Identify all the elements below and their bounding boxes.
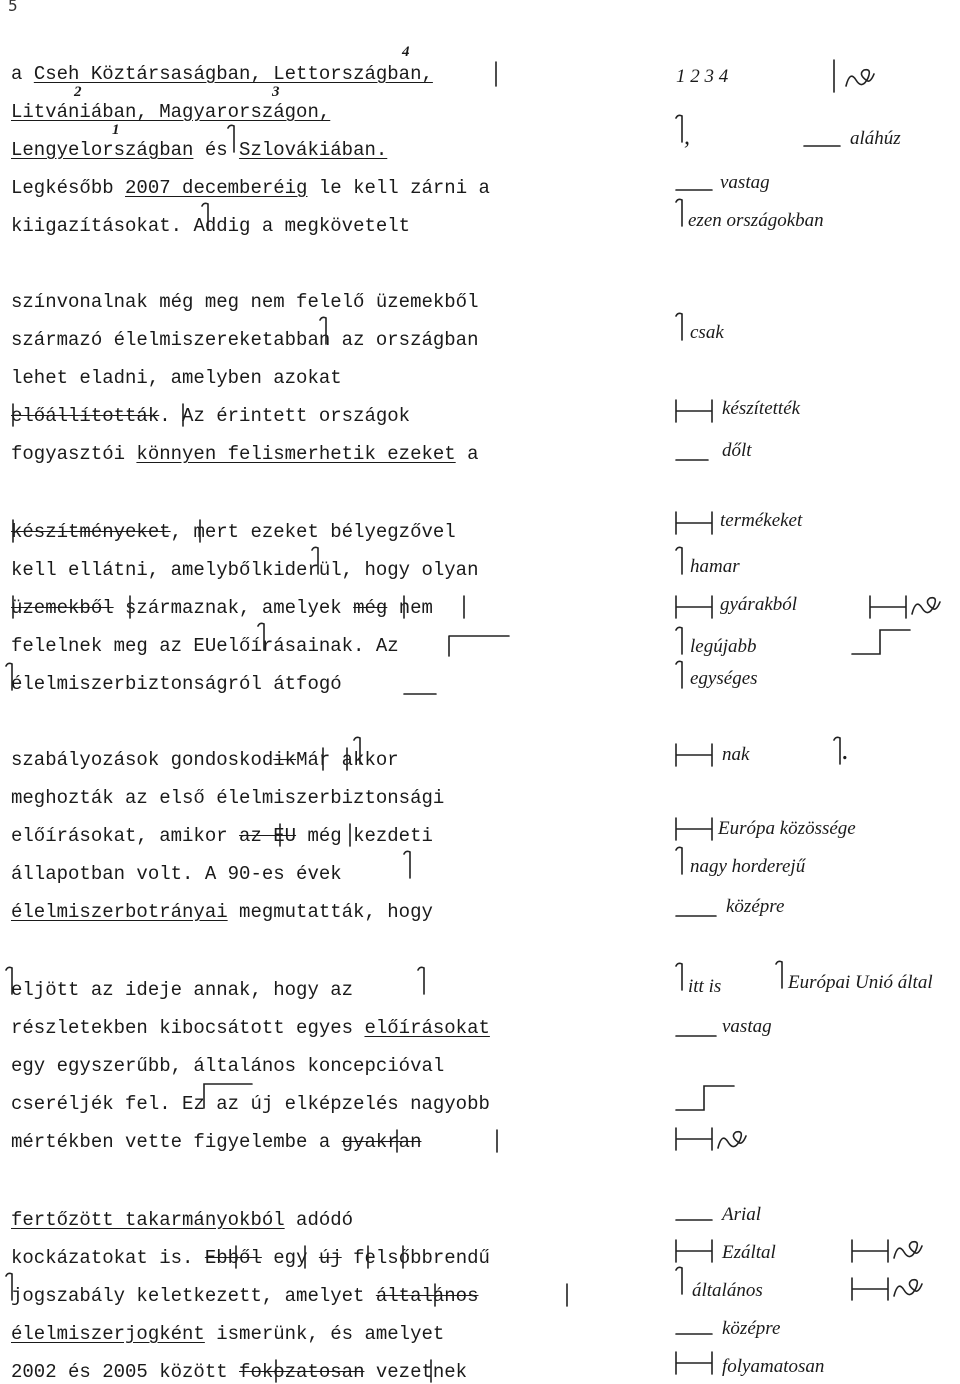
margin-note: folyamatosan [722, 1356, 825, 1377]
margin-note: hamar [690, 556, 740, 577]
text-line: részletekben kibocsátott egyes előírásokat [11, 1017, 490, 1039]
text-line: színvonalnak még meg nem felelő üzemekből [11, 291, 479, 313]
page-number: 5 [8, 0, 18, 15]
text-line: lehet eladni, amelyben azokat [11, 367, 342, 389]
text-line: kell ellátni, amelybőlkiderül, hogy olyan [11, 559, 479, 581]
margin-note: itt is [688, 976, 722, 997]
margin-note: középre [726, 896, 785, 917]
text-line: szabályozások gondoskodikMár akkor [11, 749, 399, 771]
text-line: előírásokat, amikor az EU még kezdeti [11, 825, 433, 847]
insert-number: 1 [112, 122, 120, 138]
margin-note: Európa közössége [718, 818, 856, 839]
margin-note: Arial [722, 1204, 762, 1225]
insert-number: 4 [402, 44, 410, 60]
text-line: eljött az ideje annak, hogy az [11, 979, 354, 1001]
margin-note: vastag [720, 172, 770, 193]
margin-note: Európai Unió által [788, 972, 933, 993]
text-line: kiigazításokat. Addig a megkövetelt [11, 215, 411, 237]
margin-note: ezen országokban [688, 210, 824, 231]
text-line: Lengyelországban és Szlovákiában. [11, 139, 388, 161]
margin-note: nak [722, 744, 750, 765]
text-line: jogszabály keletkezett, amelyet általános [11, 1285, 479, 1307]
text-line: Litvániában, Magyarországon, [11, 101, 331, 123]
margin-note: legújabb [690, 636, 757, 657]
text-line: meghozták az első élelmiszerbiztonsági [11, 787, 445, 809]
margin-note: 1 2 3 4 [676, 66, 729, 87]
insert-number: 2 [74, 84, 82, 100]
margin-note: Ezáltal [722, 1242, 776, 1263]
margin-note: gyárakból [720, 594, 798, 615]
text-line: cseréljék fel. Ez az új elképzelés nagyobb [11, 1093, 490, 1115]
text-line: származó élelmiszereketabban az országban [11, 329, 479, 351]
insert-number: 3 [272, 84, 280, 100]
text-line: 2002 és 2005 között fokozatosan vezetnek [11, 1361, 468, 1383]
text-line: felelnek meg az EUelőírásainak. Az [11, 635, 399, 657]
text-line: üzemekből származnak, amelyek még nem [11, 597, 433, 619]
margin-note: készítették [722, 398, 801, 419]
text-line: élelmiszerbiztonságról átfogó [11, 673, 342, 695]
text-line: előállították. Az érintett országok [11, 405, 411, 427]
margin-note: vastag [722, 1016, 772, 1037]
margin-note: aláhúz [850, 128, 901, 149]
margin-note: , [684, 124, 690, 150]
text-line: kockázatokat is. Ebből egy új felsőbbrendű [11, 1247, 490, 1269]
text-line: egy egyszerűbb, általános koncepcióval [11, 1055, 445, 1077]
margin-note: termékeket [720, 510, 803, 531]
margin-note: . [842, 735, 849, 766]
text-line: állapotban volt. A 90-es évek [11, 863, 342, 885]
text-line: élelmiszerjogként ismerünk, és amelyet [11, 1323, 445, 1345]
margin-note: egységes [690, 668, 758, 689]
margin-note: dőlt [722, 440, 752, 461]
text-line: Legkésőbb 2007 decemberéig le kell zárni a [11, 177, 490, 199]
text-line: élelmiszerbotrányai megmutatták, hogy [11, 901, 433, 923]
text-line: fogyasztói könnyen felismerhetik ezeket a [11, 443, 479, 465]
margin-note: nagy horderejű [690, 856, 806, 877]
text-line: fertőzött takarmányokból adódó [11, 1209, 354, 1231]
text-line: készítményeket, mert ezeket bélyegzővel [11, 521, 456, 543]
margin-note: általános [692, 1280, 763, 1301]
text-line: a Cseh Köztársaságban, Lettországban, [11, 63, 433, 85]
text-line: mértékben vette figyelembe a gyakran [11, 1131, 422, 1153]
margin-note: középre [722, 1318, 781, 1339]
margin-note: csak [690, 322, 724, 343]
